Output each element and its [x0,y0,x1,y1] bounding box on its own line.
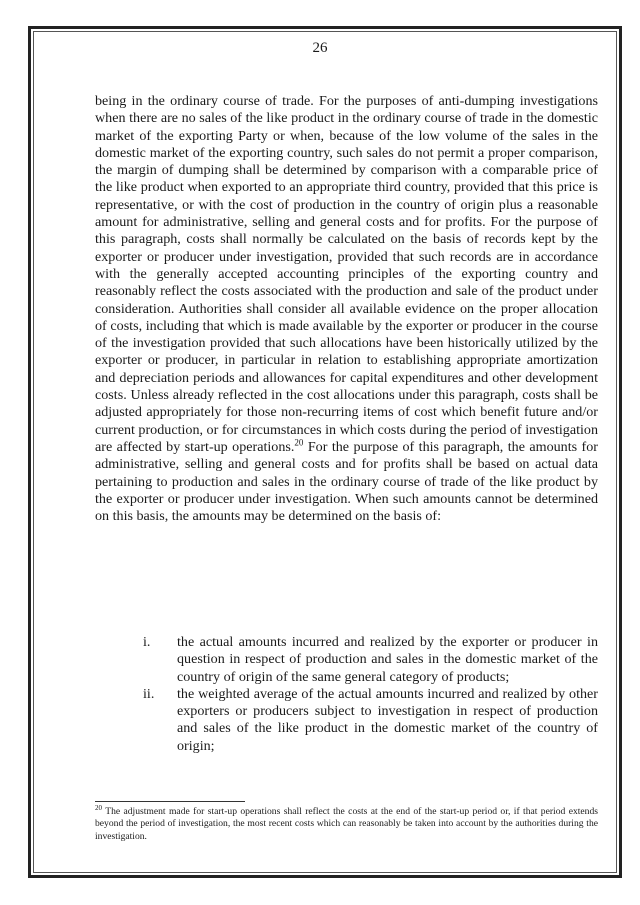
footnote-reference[interactable]: 20 [294,437,304,448]
body-text-after-note: For the purpose of this paragraph, the amounts for administrative, selling and general costs and for profits shall be based on actual data pertaining to production and sales in the ordinary course of trade of the like product by the exporter or producer under investigation. When such amounts cannot be determined on this basis, the amounts may be determined on the basis of: [95,438,598,525]
list-item [95,634,598,686]
footnote-text: The adjustment made for start-up operations shall reflect the costs at the end of the start-up period or, if that period extends beyond the period of investigation, the most recent costs which can reasonably be taken into account by the authorities during the investigation. [95,806,598,842]
body-text-before-note: being in the ordinary course of trade. For the purposes of anti-dumping investigations when there are no sales of the like product in the ordinary course of trade in the domestic market of the exporting Party or when, because of the low volume of the sales in the domestic market of the exporting country, such sales do not permit a proper comparison, the margin of dumping shall be determined by comparison with a comparable price of the like product when exported to an appropriate third country, provided that this price is representative, or with the cost of production in the country of origin plus a reasonable amount for administrative, selling and general costs and for profits. For the purpose of this paragraph, costs shall normally be calculated on the basis of records kept by the exporter or producer under investigation, provided that such records are in accordance with the generally accepted accounting principles of the exporting country and reasonably reflect the costs associated with the production and sale of the product under consideration. Authorities shall consider all available evidence on the proper allocation of costs, including that which is made available by the exporter or producer in the course of the investigation provided that such allocations have been historically utilized by the exporter or producer, in particular in relation to establishing appropriate amortization and depreciation periods and allowances for capital expenditures and other development costs. Unless already reflected in the cost allocations under this paragraph, costs shall be adjusted appropriately for those non-recurring items of cost which benefit future and/or current production, or for circumstances in which costs during the period of investigation are affected by start-up operations. [95,93,598,455]
body-paragraph [95,93,598,525]
list-item [95,686,598,755]
list-item-text: the actual amounts incurred and realized by the exporter or producer in question in respect of production and sales in the domestic market of the country of origin of the same general category of products; [177,634,598,685]
list-marker: i. [143,634,151,650]
footnote-number: 20 [95,803,102,812]
footnote-divider [95,801,245,802]
footnote [95,803,598,843]
list-item-text: the weighted average of the actual amounts incurred and realized by other exporters or producers subject to investigation in respect of production and sales of the like product in the domestic market of the country of origin; [177,685,598,754]
roman-numeral-list [95,634,598,755]
list-marker: ii. [143,685,155,702]
page-number: 26 [312,40,328,56]
